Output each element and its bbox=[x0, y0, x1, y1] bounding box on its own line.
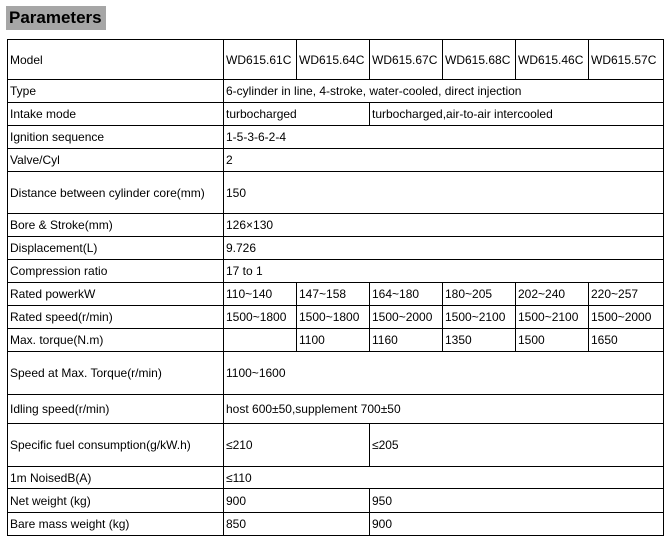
table-row bbox=[8, 467, 664, 489]
row-label: Type bbox=[8, 80, 224, 103]
model-header-cell: WD615.64C bbox=[297, 40, 370, 80]
row-label: Rated speed(r/min) bbox=[8, 306, 224, 329]
value-cell: 110~140 bbox=[224, 283, 297, 306]
table-row bbox=[8, 126, 664, 149]
value-cell: 1500~1800 bbox=[297, 306, 370, 329]
value-cell: 1500~2000 bbox=[589, 306, 664, 329]
value-cell: 1500~2100 bbox=[516, 306, 589, 329]
row-label: Idling speed(r/min) bbox=[8, 395, 224, 424]
value-cell: 1100 bbox=[297, 329, 370, 352]
value-cell: 126×130 bbox=[224, 214, 664, 237]
value-cell: turbocharged,air-to-air intercooled bbox=[370, 103, 664, 126]
value-cell: 1500~1800 bbox=[224, 306, 297, 329]
parameters-table bbox=[7, 39, 664, 536]
row-label: Net weight (kg) bbox=[8, 489, 224, 513]
value-cell: 1500~2000 bbox=[370, 306, 443, 329]
model-header-cell: WD615.57C bbox=[589, 40, 664, 80]
table-row bbox=[8, 352, 664, 395]
value-cell: 180~205 bbox=[443, 283, 516, 306]
model-header-cell: WD615.46C bbox=[516, 40, 589, 80]
row-label: Speed at Max. Torque(r/min) bbox=[8, 352, 224, 395]
value-cell: 6-cylinder in line, 4-stroke, water-cooled, direct injection bbox=[224, 80, 664, 103]
row-label: Model bbox=[8, 40, 224, 80]
value-cell: 17 to 1 bbox=[224, 260, 664, 283]
table-row bbox=[8, 214, 664, 237]
value-cell: 150 bbox=[224, 172, 664, 214]
row-label: Displacement(L) bbox=[8, 237, 224, 260]
model-header-cell: WD615.68C bbox=[443, 40, 516, 80]
table-row bbox=[8, 103, 664, 126]
value-cell: 1-5-3-6-2-4 bbox=[224, 126, 664, 149]
value-cell: 2 bbox=[224, 149, 664, 172]
value-cell: 164~180 bbox=[370, 283, 443, 306]
row-label: Specific fuel consumption(g/kW.h) bbox=[8, 424, 224, 467]
row-label: Valve/Cyl bbox=[8, 149, 224, 172]
table-row bbox=[8, 283, 664, 306]
table-row bbox=[8, 489, 664, 513]
row-label: Distance between cylinder core(mm) bbox=[8, 172, 224, 214]
table-row bbox=[8, 513, 664, 536]
row-label: Ignition sequence bbox=[8, 126, 224, 149]
value-cell: ≤205 bbox=[370, 424, 664, 467]
value-cell: 9.726 bbox=[224, 237, 664, 260]
parameters-table-body bbox=[8, 40, 664, 536]
value-cell: host 600±50,supplement 700±50 bbox=[224, 395, 664, 424]
value-cell: ≤210 bbox=[224, 424, 370, 467]
model-header-cell: WD615.67C bbox=[370, 40, 443, 80]
table-row bbox=[8, 40, 664, 80]
table-row bbox=[8, 306, 664, 329]
page-title: Parameters bbox=[6, 6, 106, 30]
value-cell: 1500 bbox=[516, 329, 589, 352]
table-row bbox=[8, 329, 664, 352]
row-label: Bare mass weight (kg) bbox=[8, 513, 224, 536]
value-cell: 850 bbox=[224, 513, 370, 536]
model-header-cell: WD615.61C bbox=[224, 40, 297, 80]
table-row bbox=[8, 395, 664, 424]
table-row bbox=[8, 237, 664, 260]
value-cell: 1500~2100 bbox=[443, 306, 516, 329]
table-row bbox=[8, 149, 664, 172]
table-row bbox=[8, 260, 664, 283]
table-row bbox=[8, 172, 664, 214]
value-cell: 900 bbox=[224, 489, 370, 513]
value-cell: 1350 bbox=[443, 329, 516, 352]
value-cell bbox=[224, 329, 297, 352]
value-cell: 220~257 bbox=[589, 283, 664, 306]
table-row bbox=[8, 80, 664, 103]
value-cell: 950 bbox=[370, 489, 664, 513]
value-cell: 147~158 bbox=[297, 283, 370, 306]
row-label: Bore & Stroke(mm) bbox=[8, 214, 224, 237]
row-label: Max. torque(N.m) bbox=[8, 329, 224, 352]
row-label: Rated powerkW bbox=[8, 283, 224, 306]
row-label: Intake mode bbox=[8, 103, 224, 126]
row-label: Compression ratio bbox=[8, 260, 224, 283]
value-cell: 1100~1600 bbox=[224, 352, 664, 395]
value-cell: turbocharged bbox=[224, 103, 370, 126]
row-label: 1m NoisedB(A) bbox=[8, 467, 224, 489]
value-cell: 900 bbox=[370, 513, 664, 536]
table-row bbox=[8, 424, 664, 467]
value-cell: 202~240 bbox=[516, 283, 589, 306]
value-cell: ≤110 bbox=[224, 467, 664, 489]
value-cell: 1650 bbox=[589, 329, 664, 352]
value-cell: 1160 bbox=[370, 329, 443, 352]
